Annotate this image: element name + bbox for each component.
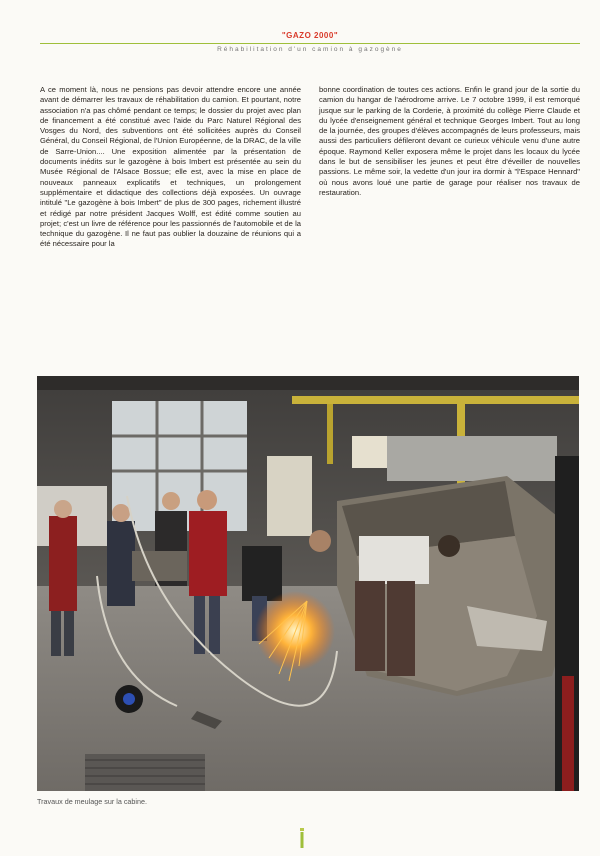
- workshop-photo: [37, 376, 579, 791]
- page-header-subtitle: Réhabilitation d'un camion à gazogène: [217, 46, 403, 53]
- photo-caption: Travaux de meulage sur la cabine.: [37, 797, 148, 806]
- header-rule: [40, 43, 580, 44]
- page-header: [40, 30, 580, 53]
- workshop-photo-illustration: [37, 376, 579, 791]
- page-marker-icon: [298, 828, 306, 848]
- article-column-right: [319, 85, 580, 250]
- article-paragraph-left: A ce moment là, nous ne pensions pas devoir attendre encore une année avant de démarrer les travaux de réhabilitation du camion. Et pourtant, notre association n'a pas chômé pendant ce temps; le dossier du projet avec plan de financement a été constitué avec l'aide du Parc Naturel Régional des Vosges du Nord, des subventions ont été sollicitées auprès du Conseil Général, du Conseil Régional, de l'Union Européenne, de la DRAC, de la ville de Sarre-Union.... Une exposition alimentée par la présentation de documents inédits sur le gazogène à bois Imbert est présentée au sein du Musée Régional de l'Alsace Bossue; elle est, avec la mise en place de nouveaux panneaux explicatifs et techniques, un prolongement supplémentaire et didactique des collections déjà exposées. Un ouvrage intitulé "Le gazogène à bois Imbert" de plus de 300 pages, richement illustré et rédigé par notre président Jacques Wolff, est édité comme soutien au projet; c'est un livre de référence pour les passionnés de l'automobile et de la technique du gazogène. Il ne faut pas oublier la douzaine de réunions qui a été nécessaire pour la: [40, 85, 301, 249]
- article-body: [40, 85, 580, 250]
- article-paragraph-right: bonne coordination de toutes ces actions. Enfin le grand jour de la sortie du camion du hangar de l'aérodrome arrive. Le 7 octobre 1999, il est remorqué jusque sur le parking de la Corderie, à proximité du collège Pierre Claude et du lycée d'enseignement général et technique Georges Imbert. Tout au long de la journée, des groupes d'élèves accompagnés de leurs professeurs, mais aussi des particuliers défileront devant ce curieux véhicule venu d'une autre époque. Raymond Keller exposera même le projet dans les locaux du lycée dans le but de sensibiliser les jeunes et peut être d'éveiller de nouvelles passions. Le même soir, la vedette d'un jour ira dormir à "l'Espace Hennard" où nous avons loué une partie de garage pour réaliser nos travaux de restauration.: [319, 85, 580, 197]
- article-column-left: [40, 85, 301, 250]
- page-header-title: "GAZO 2000": [281, 31, 339, 40]
